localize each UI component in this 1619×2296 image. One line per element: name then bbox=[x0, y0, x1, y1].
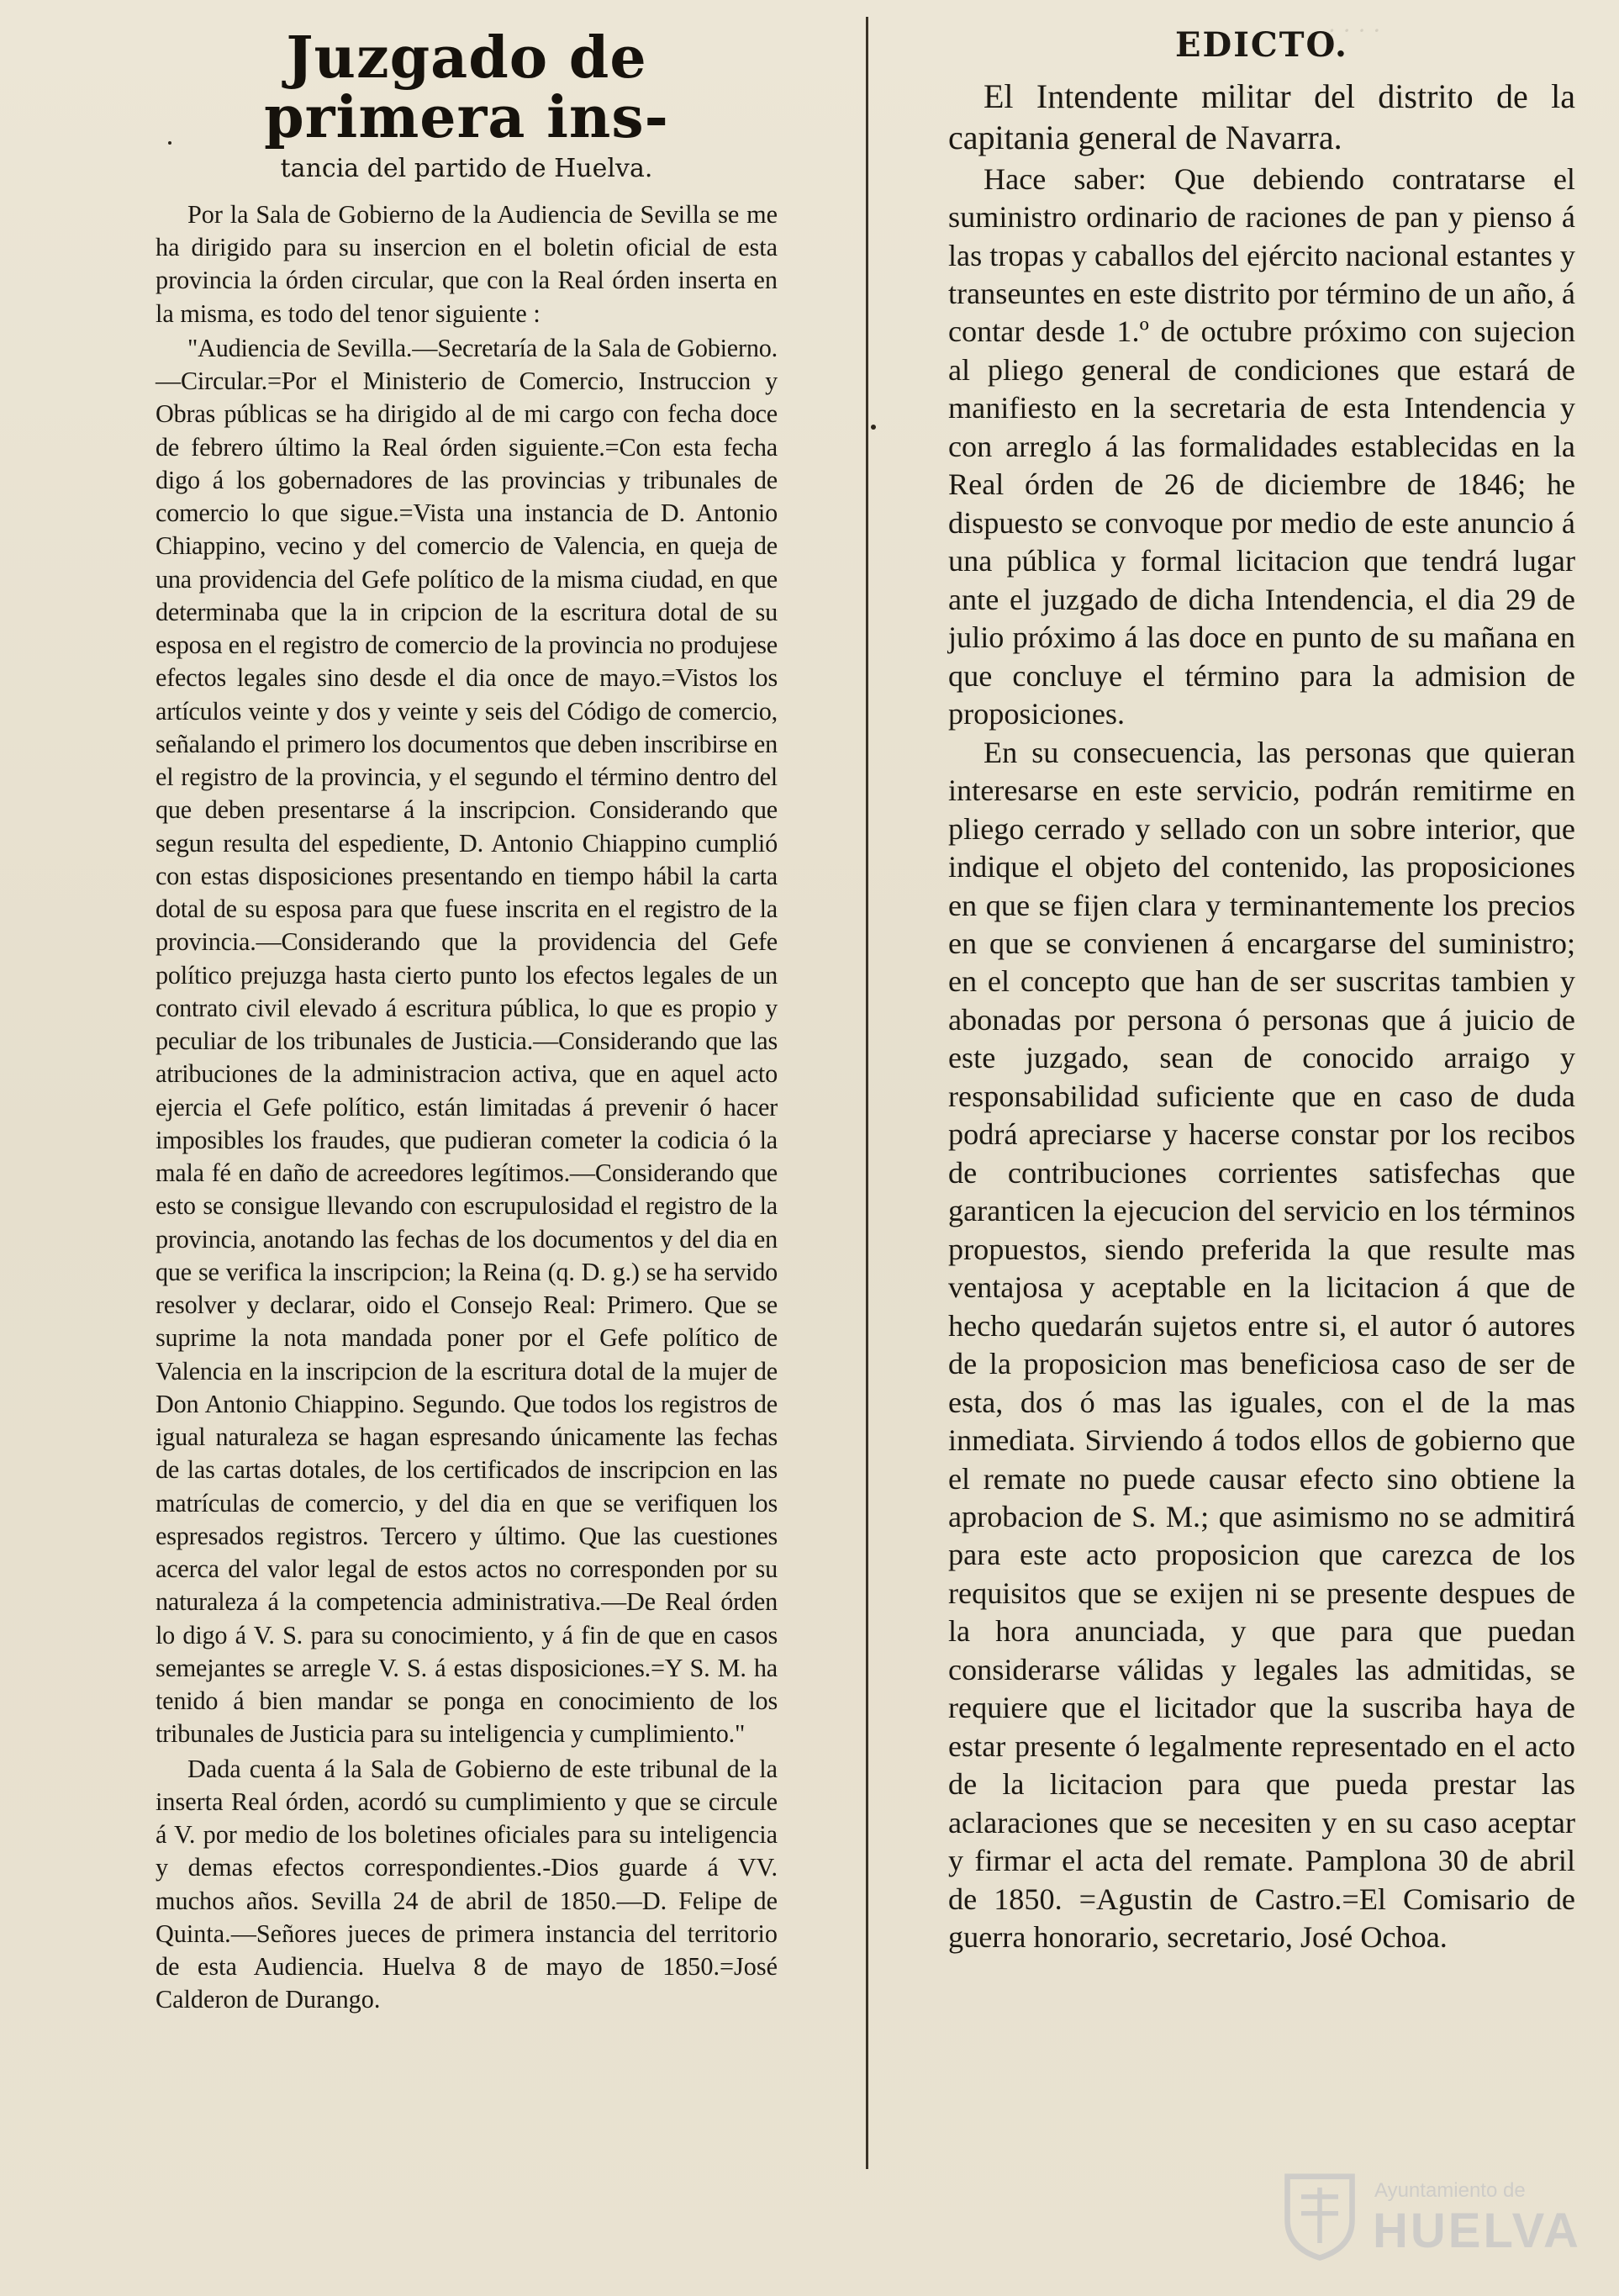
court-subtitle: tancia del partido de Huelva. bbox=[280, 153, 653, 183]
edict-heading: EDICTO. bbox=[1175, 25, 1348, 65]
left-paragraph-2: "Audiencia de Sevilla.—Secretaría de la Sala de Gobierno.—Circular.=Por el Ministerio de Comercio, Instruccion y Obras públicas se ha dirigido al de mi cargo con fecha doce de febrero último la Real órden siguiente.=Con esta fecha digo á los gobernadores de las provincias y tribunales de comercio lo que sigue.=Vista una instancia de D. Antonio Chiappino, vecino y del comercio de Valencia, en queja de una providencia del Gefe político de la misma ciudad, en que determinaba que la in cripcion de la escritura dotal de su esposa en el registro de comercio de la provincia no produjese efectos legales sino desde el dia once de mayo.=Vistos los artículos veinte y dos y veinte y seis del Código de comercio, señalando el primero los documentos que deben inscribirse en el registro de la provincia, y el segundo el término dentro del que deben presentarse á la inscripcion. Considerando que segun resulta del espediente, D. Antonio Chiappino cumplió con estas disposiciones presentando en tiempo hábil la carta dotal de su esposa para que fuese inscrita en el registro de la provincia.—Considerando que la providencia del Gefe político prejuzga hasta cierto punto los efectos legales de un contrato civil elevado á escritura pública, lo que es propio y peculiar de los tribunales de Justicia.—Considerando que las atribuciones de la administracion activa, que en aquel acto ejercia el Gefe político, están limitadas á prevenir ó hacer imposibles los fraudes, que pudieran cometer la codicia ó la mala fé en daño de acreedores legítimos.—Considerando que esto se consigue llevando con escrupulosidad el registro de la provincia, anotando las fechas de los documentos y del dia en que se verifica la inscripcion; la Reina (q. D. g.) se ha servido resolver y declarar, oido el Consejo Real: Primero. Que se suprime la nota mandada poner por el Gefe político de Valencia en la inscripcion de la escritura dotal de la mujer de Don Antonio Chiappino. Segundo. Que todos los registros de igual naturaleza se hagan espresando únicamente las fechas de las cartas dotales, de los certificados de inscripcion en las matrículas de comercio, y del dia en que se verifiquen los espresados registros. Tercero y último. Que las cuestiones acerca del valor legal de estos actos no corresponden por su naturaleza á la competencia administrativa.—De Real órden lo digo á V. S. para su conocimiento, y á fin de que en casos semejantes se arregle V. S. á estas disposiciones.=Y S. M. ha tenido á bien mandar se ponga en conocimiento de los tribunales de Justicia para su inteligencia y cumplimiento." bbox=[156, 333, 778, 1749]
edict-paragraph-1: Hace saber: Que debiendo contratarse el suministro ordinario de raciones de pan y pienso á las tropas y caballos del ejército nacional estantes y transeuntes en este distrito por término de un año, á contar desde 1.º de octubre próximo con sujecion al pliego general de condiciones que estará de manifiesto en la secretaria de esta Intendencia y con arreglo á las formalidades establecidas en la Real órden de 26 de diciembre de 1846; he dispuesto se convoque por medio de este anuncio á una pública y formal licitacion que tendrá lugar ante el juzgado de dicha Intendencia, el dia 29 de julio próximo á las doce en punto de su mañana en que concluye el término para la admision de proposiciones. bbox=[948, 161, 1575, 731]
column-divider bbox=[866, 17, 868, 2169]
margin-dot bbox=[168, 141, 171, 145]
archive-watermark bbox=[1274, 2169, 1601, 2270]
right-column bbox=[948, 17, 1575, 1957]
left-paragraph-3: Dada cuenta á la Sala de Gobierno de este tribunal de la inserta Real órden, acordó su cumplimiento y que se circule á V. por medio de los boletines oficiales para su inteligencia y demas efectos correspondientes.-Dios guarde á VV. muchos años. Sevilla 24 de abril de 1850.—D. Felipe de Quinta.—Señores jueces de primera instancia del territorio de esta Audiencia. Huelva 8 de mayo de 1850.=José Calderon de Durango. bbox=[156, 1754, 778, 2014]
coat-of-arms-icon bbox=[1274, 2169, 1366, 2262]
bleed-through-text: · · · · bbox=[1328, 17, 1381, 45]
edict-paragraph-2: En su consecuencia, las personas que quieran interesarse en este servicio, podrán remitirme en pliego cerrado y sellado con un sobre interior, que indique el objeto del contenido, las proposiciones en que se fijen clara y terminantemente los precios en que se convienen á encargarse del suministro; en el concepto que han de ser suscritas tambien y abonadas por persona ó personas que á juicio de este juzgado, sean de conocido arraigo y responsabilidad suficiente que en caso de duda podrá apreciarse y hacerse constar por los recibos de contribuciones corrientes satisfechas que garanticen la ejecucion del servicio en los términos propuestos, siendo preferida la que resulte mas ventajosa y aceptable en la licitacion á que de hecho quedarán sujetos entre si, el autor ó autores de la proposicion mas beneficiosa caso de ser de esta, dos ó mas las iguales, con el de la mas inmediata. Sirviendo á todos ellos de gobierno que el remate no puede causar efecto sino obtiene la aprobacion de S. M.; que asimismo no se admitirá para este acto proposicion que carezca de los requisitos que se exijen ni se presente despues de la hora anunciada, y que para que puedan considerarse válidas y legales las admitidas, se requiere que el licitador que la suscriba haya de estar presente ó legalmente representado en el acto de la licitacion para que pueda prestar las aclaraciones que se necesiten y en su caso aceptar y firmar el acta del remate. Pamplona 30 de abril de 1850. =Agustin de Castro.=El Comisario de guerra honorario, secretario, José Ochoa. bbox=[948, 735, 1575, 1955]
edict-lead: El Intendente militar del distrito de la capitania general de Navarra. bbox=[948, 77, 1575, 156]
court-title: Juzgado de primera ins- bbox=[264, 24, 669, 152]
divider-dot bbox=[871, 425, 876, 430]
left-paragraph-1: Por la Sala de Gobierno de la Audiencia de Sevilla se me ha dirigido para su insercion en el boletin oficial de esta provincia la órden circular, que con la Real órden inserta en la misma, es todo del tenor siguiente : bbox=[156, 199, 778, 328]
watermark-line2: HUELVA bbox=[1373, 2204, 1581, 2258]
watermark-line1: Ayuntamiento de bbox=[1374, 2179, 1526, 2202]
left-column bbox=[156, 17, 778, 2019]
